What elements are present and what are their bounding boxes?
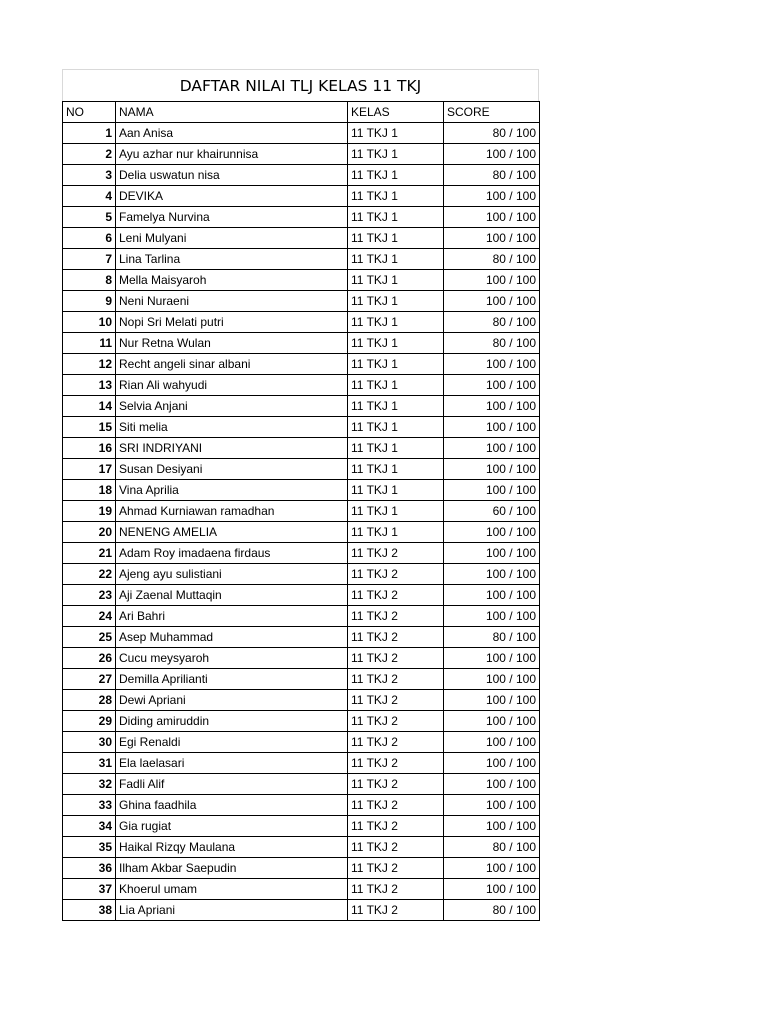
cell-score: 100 / 100 bbox=[444, 417, 540, 438]
cell-kelas: 11 TKJ 2 bbox=[348, 690, 444, 711]
table-row bbox=[63, 606, 540, 627]
header-score: SCORE bbox=[444, 102, 540, 123]
table-body bbox=[63, 123, 540, 921]
cell-no: 7 bbox=[63, 249, 116, 270]
sheet-title: DAFTAR NILAI TLJ KELAS 11 TKJ bbox=[62, 69, 539, 101]
cell-kelas: 11 TKJ 1 bbox=[348, 207, 444, 228]
cell-score: 100 / 100 bbox=[444, 459, 540, 480]
table-row bbox=[63, 711, 540, 732]
cell-nama: Aan Anisa bbox=[116, 123, 348, 144]
cell-kelas: 11 TKJ 2 bbox=[348, 900, 444, 921]
cell-kelas: 11 TKJ 2 bbox=[348, 648, 444, 669]
cell-score: 80 / 100 bbox=[444, 627, 540, 648]
cell-score: 100 / 100 bbox=[444, 774, 540, 795]
table-row bbox=[63, 438, 540, 459]
table-row bbox=[63, 543, 540, 564]
cell-nama: Rian Ali wahyudi bbox=[116, 375, 348, 396]
cell-score: 100 / 100 bbox=[444, 207, 540, 228]
table-row bbox=[63, 564, 540, 585]
cell-kelas: 11 TKJ 1 bbox=[348, 165, 444, 186]
cell-no: 18 bbox=[63, 480, 116, 501]
cell-kelas: 11 TKJ 2 bbox=[348, 774, 444, 795]
table-row bbox=[63, 375, 540, 396]
cell-no: 5 bbox=[63, 207, 116, 228]
cell-kelas: 11 TKJ 1 bbox=[348, 375, 444, 396]
table-row bbox=[63, 585, 540, 606]
cell-kelas: 11 TKJ 2 bbox=[348, 543, 444, 564]
cell-no: 33 bbox=[63, 795, 116, 816]
cell-score: 100 / 100 bbox=[444, 732, 540, 753]
cell-no: 9 bbox=[63, 291, 116, 312]
cell-nama: DEVIKA bbox=[116, 186, 348, 207]
table-row bbox=[63, 879, 540, 900]
table-row bbox=[63, 333, 540, 354]
table-row bbox=[63, 312, 540, 333]
cell-score: 80 / 100 bbox=[444, 123, 540, 144]
cell-kelas: 11 TKJ 2 bbox=[348, 858, 444, 879]
cell-nama: Nur Retna Wulan bbox=[116, 333, 348, 354]
cell-score: 100 / 100 bbox=[444, 291, 540, 312]
cell-nama: Mella Maisyaroh bbox=[116, 270, 348, 291]
cell-nama: SRI INDRIYANI bbox=[116, 438, 348, 459]
cell-nama: Ela laelasari bbox=[116, 753, 348, 774]
cell-nama: Aji Zaenal Muttaqin bbox=[116, 585, 348, 606]
cell-score: 100 / 100 bbox=[444, 690, 540, 711]
cell-score: 100 / 100 bbox=[444, 648, 540, 669]
cell-score: 100 / 100 bbox=[444, 669, 540, 690]
cell-nama: Delia uswatun nisa bbox=[116, 165, 348, 186]
cell-score: 100 / 100 bbox=[444, 795, 540, 816]
cell-no: 4 bbox=[63, 186, 116, 207]
cell-no: 20 bbox=[63, 522, 116, 543]
cell-nama: Lia Apriani bbox=[116, 900, 348, 921]
cell-score: 100 / 100 bbox=[444, 816, 540, 837]
cell-nama: Adam Roy imadaena firdaus bbox=[116, 543, 348, 564]
cell-kelas: 11 TKJ 1 bbox=[348, 249, 444, 270]
table-row bbox=[63, 753, 540, 774]
cell-nama: Ghina faadhila bbox=[116, 795, 348, 816]
table-row bbox=[63, 816, 540, 837]
table-row bbox=[63, 480, 540, 501]
cell-no: 16 bbox=[63, 438, 116, 459]
table-row bbox=[63, 144, 540, 165]
cell-score: 80 / 100 bbox=[444, 312, 540, 333]
cell-nama: Nopi Sri Melati putri bbox=[116, 312, 348, 333]
cell-score: 100 / 100 bbox=[444, 858, 540, 879]
cell-no: 14 bbox=[63, 396, 116, 417]
cell-nama: Egi Renaldi bbox=[116, 732, 348, 753]
cell-kelas: 11 TKJ 2 bbox=[348, 564, 444, 585]
cell-score: 60 / 100 bbox=[444, 501, 540, 522]
table-row bbox=[63, 795, 540, 816]
cell-no: 8 bbox=[63, 270, 116, 291]
cell-nama: Ahmad Kurniawan ramadhan bbox=[116, 501, 348, 522]
table-row bbox=[63, 165, 540, 186]
cell-score: 80 / 100 bbox=[444, 333, 540, 354]
cell-no: 35 bbox=[63, 837, 116, 858]
cell-kelas: 11 TKJ 2 bbox=[348, 669, 444, 690]
cell-kelas: 11 TKJ 1 bbox=[348, 354, 444, 375]
cell-no: 27 bbox=[63, 669, 116, 690]
cell-kelas: 11 TKJ 1 bbox=[348, 144, 444, 165]
cell-no: 34 bbox=[63, 816, 116, 837]
cell-score: 100 / 100 bbox=[444, 585, 540, 606]
cell-score: 100 / 100 bbox=[444, 228, 540, 249]
cell-kelas: 11 TKJ 2 bbox=[348, 606, 444, 627]
header-kelas: KELAS bbox=[348, 102, 444, 123]
cell-kelas: 11 TKJ 2 bbox=[348, 816, 444, 837]
table-row bbox=[63, 858, 540, 879]
cell-no: 25 bbox=[63, 627, 116, 648]
header-no: NO bbox=[63, 102, 116, 123]
cell-nama: Famelya Nurvina bbox=[116, 207, 348, 228]
grade-table bbox=[62, 101, 540, 921]
cell-kelas: 11 TKJ 2 bbox=[348, 627, 444, 648]
cell-score: 100 / 100 bbox=[444, 753, 540, 774]
cell-nama: Khoerul umam bbox=[116, 879, 348, 900]
cell-no: 36 bbox=[63, 858, 116, 879]
cell-score: 80 / 100 bbox=[444, 900, 540, 921]
cell-nama: Neni Nuraeni bbox=[116, 291, 348, 312]
cell-nama: Vina Aprilia bbox=[116, 480, 348, 501]
table-row bbox=[63, 627, 540, 648]
cell-score: 100 / 100 bbox=[444, 879, 540, 900]
cell-score: 100 / 100 bbox=[444, 606, 540, 627]
cell-no: 23 bbox=[63, 585, 116, 606]
cell-nama: Siti melia bbox=[116, 417, 348, 438]
cell-nama: Diding amiruddin bbox=[116, 711, 348, 732]
cell-kelas: 11 TKJ 1 bbox=[348, 186, 444, 207]
cell-no: 31 bbox=[63, 753, 116, 774]
cell-no: 22 bbox=[63, 564, 116, 585]
table-row bbox=[63, 270, 540, 291]
table-row bbox=[63, 732, 540, 753]
cell-nama: Demilla Aprilianti bbox=[116, 669, 348, 690]
cell-nama: Ayu azhar nur khairunnisa bbox=[116, 144, 348, 165]
cell-nama: Selvia Anjani bbox=[116, 396, 348, 417]
cell-score: 100 / 100 bbox=[444, 270, 540, 291]
cell-no: 38 bbox=[63, 900, 116, 921]
cell-score: 100 / 100 bbox=[444, 354, 540, 375]
cell-no: 17 bbox=[63, 459, 116, 480]
cell-score: 100 / 100 bbox=[444, 522, 540, 543]
cell-no: 29 bbox=[63, 711, 116, 732]
cell-kelas: 11 TKJ 1 bbox=[348, 291, 444, 312]
header-row bbox=[63, 102, 540, 123]
table-row bbox=[63, 291, 540, 312]
table-row bbox=[63, 690, 540, 711]
cell-no: 1 bbox=[63, 123, 116, 144]
cell-no: 24 bbox=[63, 606, 116, 627]
table-row bbox=[63, 501, 540, 522]
table-row bbox=[63, 186, 540, 207]
cell-kelas: 11 TKJ 1 bbox=[348, 438, 444, 459]
cell-kelas: 11 TKJ 2 bbox=[348, 837, 444, 858]
cell-no: 19 bbox=[63, 501, 116, 522]
cell-kelas: 11 TKJ 1 bbox=[348, 270, 444, 291]
cell-nama: Ajeng ayu sulistiani bbox=[116, 564, 348, 585]
cell-nama: Asep Muhammad bbox=[116, 627, 348, 648]
cell-nama: Haikal Rizqy Maulana bbox=[116, 837, 348, 858]
table-row bbox=[63, 207, 540, 228]
table-row bbox=[63, 669, 540, 690]
cell-score: 100 / 100 bbox=[444, 144, 540, 165]
cell-nama: Recht angeli sinar albani bbox=[116, 354, 348, 375]
cell-score: 80 / 100 bbox=[444, 249, 540, 270]
cell-no: 15 bbox=[63, 417, 116, 438]
cell-no: 12 bbox=[63, 354, 116, 375]
cell-score: 100 / 100 bbox=[444, 564, 540, 585]
cell-no: 2 bbox=[63, 144, 116, 165]
cell-nama: Ilham Akbar Saepudin bbox=[116, 858, 348, 879]
cell-kelas: 11 TKJ 2 bbox=[348, 795, 444, 816]
cell-kelas: 11 TKJ 1 bbox=[348, 396, 444, 417]
cell-kelas: 11 TKJ 2 bbox=[348, 879, 444, 900]
cell-kelas: 11 TKJ 2 bbox=[348, 732, 444, 753]
cell-nama: Leni Mulyani bbox=[116, 228, 348, 249]
cell-kelas: 11 TKJ 2 bbox=[348, 585, 444, 606]
cell-score: 100 / 100 bbox=[444, 480, 540, 501]
cell-score: 100 / 100 bbox=[444, 186, 540, 207]
cell-nama: NENENG AMELIA bbox=[116, 522, 348, 543]
cell-kelas: 11 TKJ 1 bbox=[348, 501, 444, 522]
cell-kelas: 11 TKJ 2 bbox=[348, 753, 444, 774]
cell-no: 28 bbox=[63, 690, 116, 711]
table-row bbox=[63, 228, 540, 249]
cell-score: 100 / 100 bbox=[444, 396, 540, 417]
header-nama: NAMA bbox=[116, 102, 348, 123]
table-row bbox=[63, 837, 540, 858]
cell-no: 32 bbox=[63, 774, 116, 795]
table-row bbox=[63, 900, 540, 921]
cell-nama: Fadli Alif bbox=[116, 774, 348, 795]
cell-score: 100 / 100 bbox=[444, 375, 540, 396]
cell-no: 26 bbox=[63, 648, 116, 669]
cell-no: 11 bbox=[63, 333, 116, 354]
table-row bbox=[63, 648, 540, 669]
cell-no: 37 bbox=[63, 879, 116, 900]
cell-kelas: 11 TKJ 1 bbox=[348, 333, 444, 354]
table-row bbox=[63, 417, 540, 438]
cell-score: 80 / 100 bbox=[444, 837, 540, 858]
grade-sheet bbox=[62, 69, 539, 921]
table-row bbox=[63, 459, 540, 480]
cell-no: 13 bbox=[63, 375, 116, 396]
table-row bbox=[63, 396, 540, 417]
cell-no: 10 bbox=[63, 312, 116, 333]
cell-score: 100 / 100 bbox=[444, 438, 540, 459]
table-row bbox=[63, 774, 540, 795]
cell-no: 21 bbox=[63, 543, 116, 564]
cell-no: 3 bbox=[63, 165, 116, 186]
cell-nama: Cucu meysyaroh bbox=[116, 648, 348, 669]
cell-no: 30 bbox=[63, 732, 116, 753]
cell-nama: Lina Tarlina bbox=[116, 249, 348, 270]
table-row bbox=[63, 354, 540, 375]
cell-nama: Susan Desiyani bbox=[116, 459, 348, 480]
cell-kelas: 11 TKJ 1 bbox=[348, 228, 444, 249]
cell-kelas: 11 TKJ 1 bbox=[348, 417, 444, 438]
cell-kelas: 11 TKJ 1 bbox=[348, 123, 444, 144]
table-row bbox=[63, 522, 540, 543]
cell-nama: Ari Bahri bbox=[116, 606, 348, 627]
cell-kelas: 11 TKJ 1 bbox=[348, 480, 444, 501]
table-row bbox=[63, 123, 540, 144]
cell-kelas: 11 TKJ 1 bbox=[348, 312, 444, 333]
cell-kelas: 11 TKJ 1 bbox=[348, 459, 444, 480]
cell-kelas: 11 TKJ 2 bbox=[348, 711, 444, 732]
cell-score: 100 / 100 bbox=[444, 711, 540, 732]
table-row bbox=[63, 249, 540, 270]
cell-kelas: 11 TKJ 1 bbox=[348, 522, 444, 543]
cell-nama: Dewi Apriani bbox=[116, 690, 348, 711]
cell-score: 100 / 100 bbox=[444, 543, 540, 564]
cell-nama: Gia rugiat bbox=[116, 816, 348, 837]
cell-no: 6 bbox=[63, 228, 116, 249]
cell-score: 80 / 100 bbox=[444, 165, 540, 186]
